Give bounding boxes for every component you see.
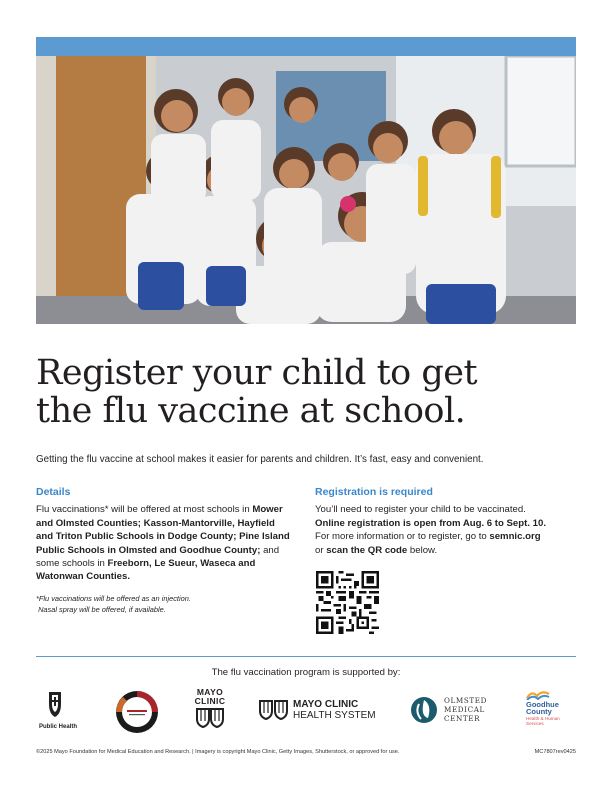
goodhue-logo-text-4: Services: [526, 721, 544, 726]
registration-or: or: [315, 544, 327, 556]
goodhue-wave-icon: [526, 690, 550, 700]
intro-text: Getting the flu vaccine at school makes it easier for parents and children. It’s fast, easy and convenient.: [36, 454, 484, 465]
olmsted-medical-center-logo: [410, 696, 492, 726]
footnote-line-2: Nasal spray will be offered, if available.: [38, 604, 166, 614]
mayo-clinic-logo-text-1: MAYO: [196, 687, 224, 697]
supporters-label: The flu vaccination program is supported by:: [211, 667, 401, 678]
registration-scan-qr: scan the QR code: [326, 544, 408, 556]
footer-copyright: ©2025 Mayo Foundation for Medical Education and Research. | Imagery is copyright Mayo Clinic, Getty Images, Shutterstock, or approved for use.: [36, 749, 400, 755]
details-body: [36, 503, 294, 583]
mayo-clinic-shields-icon: [196, 708, 224, 728]
registration-url-link[interactable]: semnic.org: [489, 531, 541, 543]
headline-line-2: the flu vaccine at school.: [36, 391, 466, 431]
registration-qr-code[interactable]: [316, 571, 379, 634]
footnote-line-1: *Flu vaccinations will be offered as an injection.: [36, 593, 191, 603]
registration-below: below.: [407, 544, 438, 556]
details-counties-1: Mower and Olmsted Counties; Kasson-Mantorville, Hayfield and Triton Public Schools in Dodge County; Pine Island Public Schools in Olmsted and Goodhue County;: [36, 504, 290, 556]
olmsted-logo-text-1: OLMSTED: [444, 696, 487, 705]
public-health-logo: [38, 690, 84, 730]
headline-line-1: Register your child to get: [36, 353, 478, 393]
goodhue-logo-text-1: Goodhue: [526, 700, 559, 709]
registration-dates: Online registration is open from Aug. 6 to Sept. 10.: [315, 517, 546, 529]
children-group-photo: [36, 56, 576, 324]
registration-line-1: You’ll need to register your child to be vaccinated.: [315, 504, 526, 516]
goodhue-logo-text-3: Health & Human: [526, 716, 560, 721]
registration-section: [315, 486, 577, 557]
registration-info: For more information or to register, go to: [315, 531, 490, 543]
olmsted-emblem-icon: [410, 696, 438, 724]
details-text-2: and some schools in: [36, 544, 280, 570]
footer-document-code: MC7807rev0425: [534, 749, 576, 755]
goodhue-logo-text-2: County: [526, 707, 552, 716]
public-health-logo-text: Public Health: [39, 724, 78, 730]
mchs-logo-text-1: MAYO CLINIC: [293, 699, 359, 710]
details-text-1: Flu vaccinations* will be offered at most schools in: [36, 504, 250, 516]
headline: [36, 354, 576, 430]
mayo-clinic-logo-text-2: CLINIC: [194, 696, 226, 706]
details-heading: Details: [36, 486, 71, 498]
mchs-logo-text-2: HEALTH SYSTEM: [293, 710, 376, 721]
mchs-shields-icon: [259, 700, 289, 720]
section-divider: [36, 656, 576, 657]
footer: [36, 749, 576, 755]
registration-heading: Registration is required: [315, 486, 433, 498]
mayo-clinic-logo: [188, 688, 232, 733]
details-counties-2: Freeborn, Le Sueur, Waseca and Watonwan Counties.: [36, 558, 256, 583]
olmsted-logo-text-3: CENTER: [444, 714, 481, 723]
goodhue-county-logo: [522, 690, 578, 730]
mayo-clinic-health-system-logo: [259, 700, 385, 722]
details-section: [36, 486, 294, 615]
registration-body: [315, 503, 577, 557]
olmsted-logo-text-2: MEDICAL: [444, 705, 485, 714]
emblem-circle-logo: [115, 690, 159, 734]
top-accent-bar: [36, 37, 576, 56]
details-footnote: [36, 593, 294, 615]
